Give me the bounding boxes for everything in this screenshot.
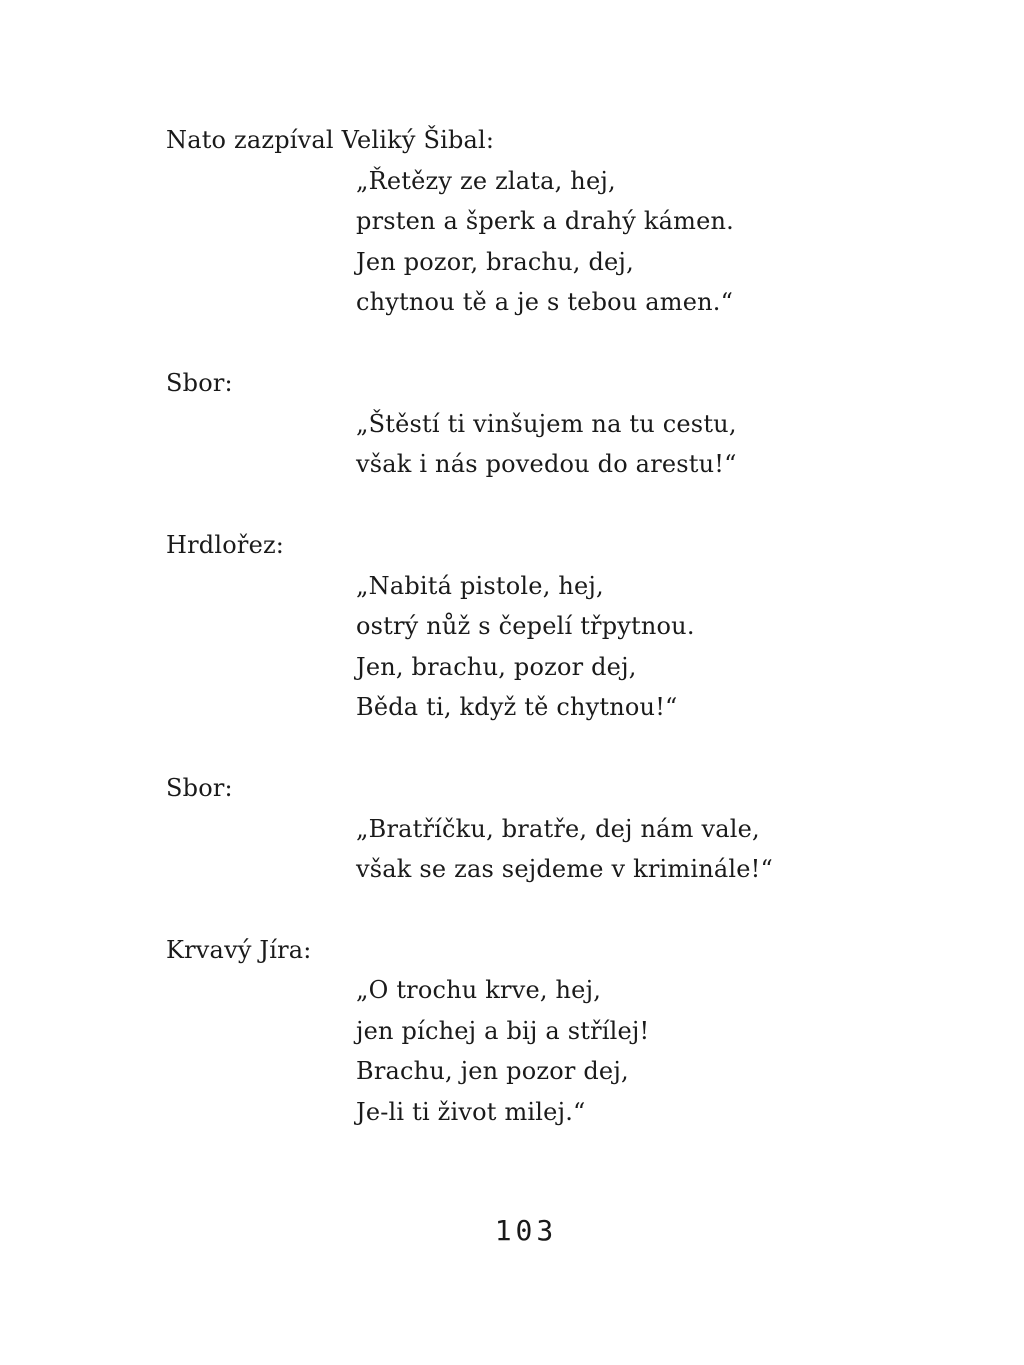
verse-line: Jen, brachu, pozor dej, xyxy=(356,653,637,681)
verse-line: však i nás povedou do arestu!“ xyxy=(356,450,737,478)
verse-line: „Řetězy ze zlata, hej, xyxy=(356,167,616,195)
verse-line: Běda ti, když tě chytnou!“ xyxy=(356,693,678,721)
verse-line: Brachu, jen pozor dej, xyxy=(356,1057,629,1085)
speaker-label: Krvavý Jíra: xyxy=(166,936,312,964)
speaker-label: Sbor: xyxy=(166,369,233,397)
speaker-label: Sbor: xyxy=(166,774,233,802)
verse-line: „O trochu krve, hej, xyxy=(356,976,602,1004)
speaker-label: Hrdlořez: xyxy=(166,531,285,559)
verse-line: „Nabitá pistole, hej, xyxy=(356,572,604,600)
page-number: 103 xyxy=(494,1214,558,1247)
verse-line: jen píchej a bij a střílej! xyxy=(356,1017,650,1045)
verse-line: však se zas sejdeme v kriminále!“ xyxy=(356,855,773,883)
verse-line: „Štěstí ti vinšujem na tu cestu, xyxy=(356,410,737,438)
verse-line: Jen pozor, brachu, dej, xyxy=(356,248,634,276)
verse-line: ostrý nůž s čepelí třpytnou. xyxy=(356,612,695,640)
verse-line: Je-li ti život milej.“ xyxy=(356,1098,586,1126)
speaker-label: Nato zazpíval Veliký Šibal: xyxy=(166,126,495,154)
verse-line: prsten a šperk a drahý kámen. xyxy=(356,207,734,235)
verse-line: „Bratříčku, bratře, dej nám vale, xyxy=(356,815,760,843)
verse-line: chytnou tě a je s tebou amen.“ xyxy=(356,288,734,316)
